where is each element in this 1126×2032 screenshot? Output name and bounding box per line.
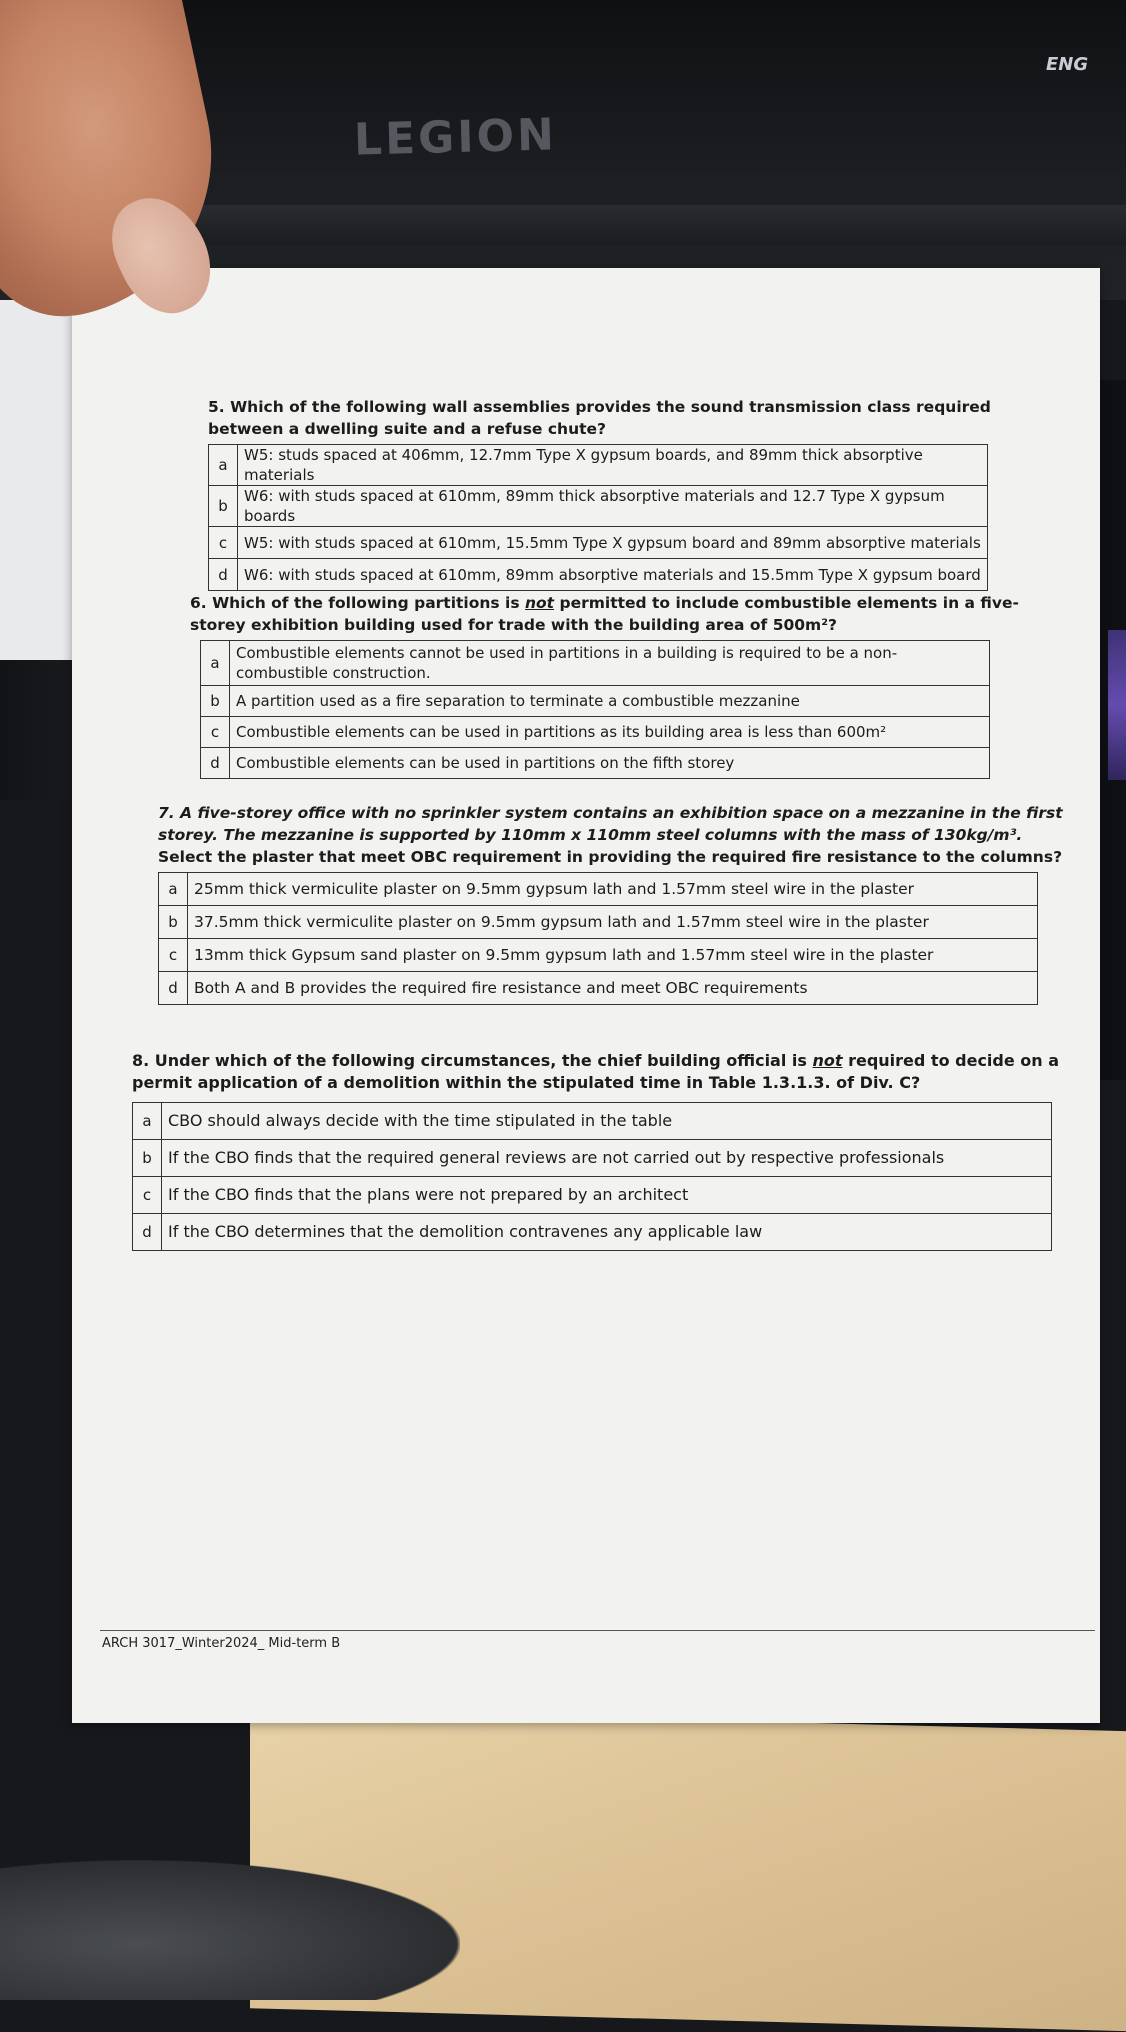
option-text: Combustible elements can be used in partitions on the fifth storey <box>230 748 990 779</box>
option-text: If the CBO determines that the demolition contravenes any applicable law <box>162 1214 1052 1251</box>
stem-text: 7. A five-storey office with no sprinkler system contains an exhibition space on a mezzanine in the first storey. The mezzanine is supported by 110mm x 110mm steel columns with the mass of 130kg/m³. <box>158 804 1063 844</box>
option-letter: b <box>133 1140 162 1177</box>
question-8-stem <box>132 1050 1082 1094</box>
laptop-brand-logo: LEGION <box>353 109 558 166</box>
option-a[interactable] <box>159 873 1038 906</box>
option-letter: b <box>201 686 230 717</box>
option-letter: c <box>133 1177 162 1214</box>
question-7 <box>158 802 1078 1005</box>
option-letter: c <box>201 717 230 748</box>
option-a[interactable] <box>201 641 990 686</box>
option-a[interactable] <box>209 445 988 486</box>
option-letter: d <box>133 1214 162 1251</box>
option-b[interactable] <box>209 486 988 527</box>
option-text: CBO should always decide with the time stipulated in the table <box>162 1103 1052 1140</box>
question-6-stem <box>190 592 1050 636</box>
option-c[interactable] <box>133 1177 1052 1214</box>
option-b[interactable] <box>159 906 1038 939</box>
option-text: 25mm thick vermiculite plaster on 9.5mm gypsum lath and 1.57mm steel wire in the plaster <box>188 873 1038 906</box>
language-indicator: ENG <box>1046 54 1089 75</box>
stem-text: permitted to include combustible elements in a five-storey exhibition building used for trade with the building area of 500m²? <box>190 594 1019 634</box>
option-d[interactable] <box>201 748 990 779</box>
option-a[interactable] <box>133 1103 1052 1140</box>
option-text: W6: with studs spaced at 610mm, 89mm absorptive materials and 15.5mm Type X gypsum board <box>238 559 988 591</box>
stem-text: required to decide on a permit application of a demolition within the stipulated time in Table 1.3.1.3. of Div. C? <box>132 1051 1060 1092</box>
stem-text: 8. Under which of the following circumstances, the chief building official is <box>132 1051 813 1070</box>
stem-emphasis: not <box>812 1051 843 1070</box>
option-letter: c <box>159 939 188 972</box>
option-text: W5: studs spaced at 406mm, 12.7mm Type X gypsum boards, and 89mm thick absorptive materials <box>238 445 988 486</box>
stem-text: Select the plaster that meet OBC requirement in providing the required fire resistance to the columns? <box>158 848 1063 866</box>
option-letter: b <box>209 486 238 527</box>
option-d[interactable] <box>209 559 988 591</box>
option-text: Combustible elements can be used in partitions as its building area is less than 600m² <box>230 717 990 748</box>
option-letter: a <box>209 445 238 486</box>
option-d[interactable] <box>133 1214 1052 1251</box>
option-text: A partition used as a fire separation to terminate a combustible mezzanine <box>230 686 990 717</box>
option-b[interactable] <box>133 1140 1052 1177</box>
option-letter: a <box>159 873 188 906</box>
option-letter: b <box>159 906 188 939</box>
option-c[interactable] <box>209 527 988 559</box>
option-text: Both A and B provides the required fire resistance and meet OBC requirements <box>188 972 1038 1005</box>
option-letter: c <box>209 527 238 559</box>
option-d[interactable] <box>159 972 1038 1005</box>
option-text: If the CBO finds that the plans were not prepared by an architect <box>162 1177 1052 1214</box>
stem-emphasis: not <box>524 594 555 612</box>
stem-text: 6. Which of the following partitions is <box>190 594 525 612</box>
option-text: Combustible elements cannot be used in partitions in a building is required to be a non-combustible construction. <box>230 641 990 686</box>
option-letter: d <box>159 972 188 1005</box>
question-8-options <box>132 1102 1052 1251</box>
option-c[interactable] <box>201 717 990 748</box>
option-letter: d <box>201 748 230 779</box>
option-text: 37.5mm thick vermiculite plaster on 9.5mm gypsum lath and 1.57mm steel wire in the plaster <box>188 906 1038 939</box>
keyboard-glow <box>1108 630 1126 780</box>
option-c[interactable] <box>159 939 1038 972</box>
option-b[interactable] <box>201 686 990 717</box>
exam-paper <box>72 268 1100 1723</box>
shadow <box>0 1860 460 2000</box>
option-letter: d <box>209 559 238 591</box>
question-6-options <box>200 640 990 779</box>
option-letter: a <box>201 641 230 686</box>
option-text: If the CBO finds that the required general reviews are not carried out by respective professionals <box>162 1140 1052 1177</box>
laptop-bezel <box>140 205 1126 245</box>
question-7-stem <box>158 802 1078 868</box>
footer-text: ARCH 3017_Winter2024_ Mid-term B <box>102 1636 341 1651</box>
question-5 <box>208 396 1068 591</box>
question-6 <box>190 592 1050 779</box>
option-text: W6: with studs spaced at 610mm, 89mm thick absorptive materials and 12.7 Type X gypsum boards <box>238 486 988 527</box>
option-text: 13mm thick Gypsum sand plaster on 9.5mm gypsum lath and 1.57mm steel wire in the plaster <box>188 939 1038 972</box>
option-text: W5: with studs spaced at 610mm, 15.5mm Type X gypsum board and 89mm absorptive materials <box>238 527 988 559</box>
footer-rule <box>100 1630 1095 1631</box>
question-5-options <box>208 444 988 591</box>
option-letter: a <box>133 1103 162 1140</box>
question-5-stem: 5. Which of the following wall assemblies provides the sound transmission class required between a dwelling suite and a refuse chute? <box>208 398 991 438</box>
question-8 <box>132 1050 1082 1251</box>
question-7-options <box>158 872 1038 1005</box>
